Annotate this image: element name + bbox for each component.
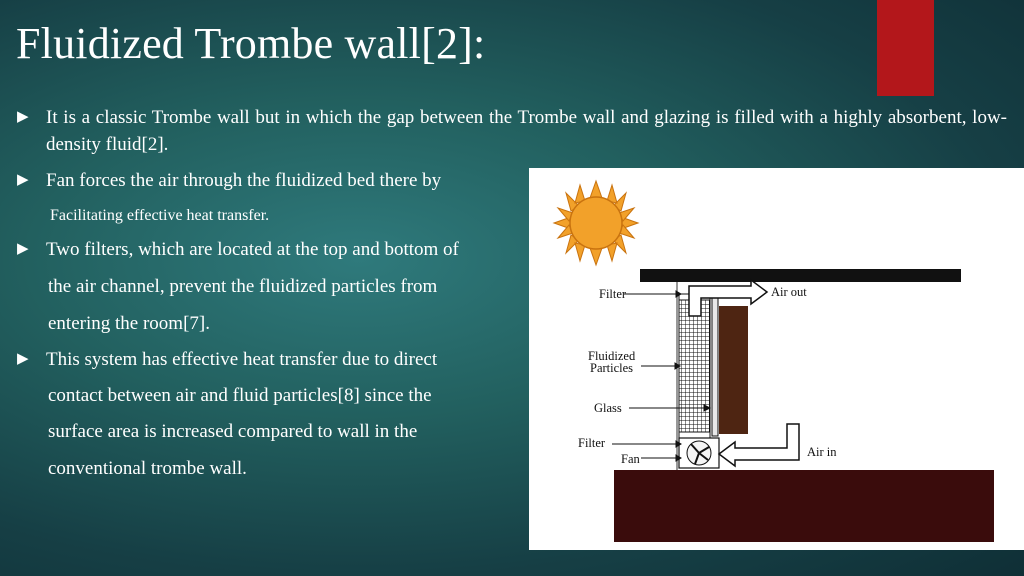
trombe-wall <box>719 306 748 434</box>
bullet-4-line-1: This system has effective heat transfer due to direct <box>46 349 438 370</box>
bullet-4-line-3: surface area is increased compared to wall in the <box>48 421 418 442</box>
fan-icon <box>679 438 719 468</box>
bullet-4-line-4: conventional trombe wall. <box>48 458 247 479</box>
trombe-wall-diagram <box>529 168 1024 550</box>
bullet-1-text: It is a classic Trombe wall but in which the gap between the Trombe wall and glazing is filled with a highly absorbent, low-density fluid[2]. <box>46 107 1007 155</box>
accent-bar <box>877 0 934 96</box>
bullet-marker-icon: ▶ <box>17 351 29 367</box>
label-fan: Fan <box>621 452 640 466</box>
label-particles: Particles <box>590 361 634 375</box>
bullet-marker-icon: ▶ <box>17 241 29 257</box>
bullet-1 <box>17 104 1007 158</box>
fluidized-bed <box>679 300 710 432</box>
bullet-3-line-3: entering the room[7]. <box>48 313 210 334</box>
label-glass: Glass <box>594 401 622 415</box>
bullet-2-line-2: Facilitating effective heat transfer. <box>50 207 270 224</box>
bullet-marker-icon: ▶ <box>17 172 29 188</box>
bullet-2-line-1: Fan forces the air through the fluidized bed there by <box>46 170 442 191</box>
sun-icon <box>554 181 638 265</box>
label-filter-top: Filter <box>599 287 627 301</box>
slide-title: Fluidized Trombe wall[2]: <box>16 19 486 68</box>
floor-slab <box>614 470 994 542</box>
label-fluidized: Fluidized <box>588 349 636 363</box>
glass-panel <box>712 294 718 436</box>
bullet-3-line-2: the air channel, prevent the fluidized particles from <box>48 276 438 297</box>
label-air-out: Air out <box>771 285 807 299</box>
label-air-in: Air in <box>807 445 837 459</box>
roof-slab <box>640 269 961 282</box>
bullet-marker-icon: ▶ <box>17 109 29 125</box>
bullet-3-line-1: Two filters, which are located at the top and bottom of <box>46 239 459 260</box>
bullet-4-line-2: contact between air and fluid particles[8] since the <box>48 385 432 406</box>
label-filter-bottom: Filter <box>578 436 606 450</box>
